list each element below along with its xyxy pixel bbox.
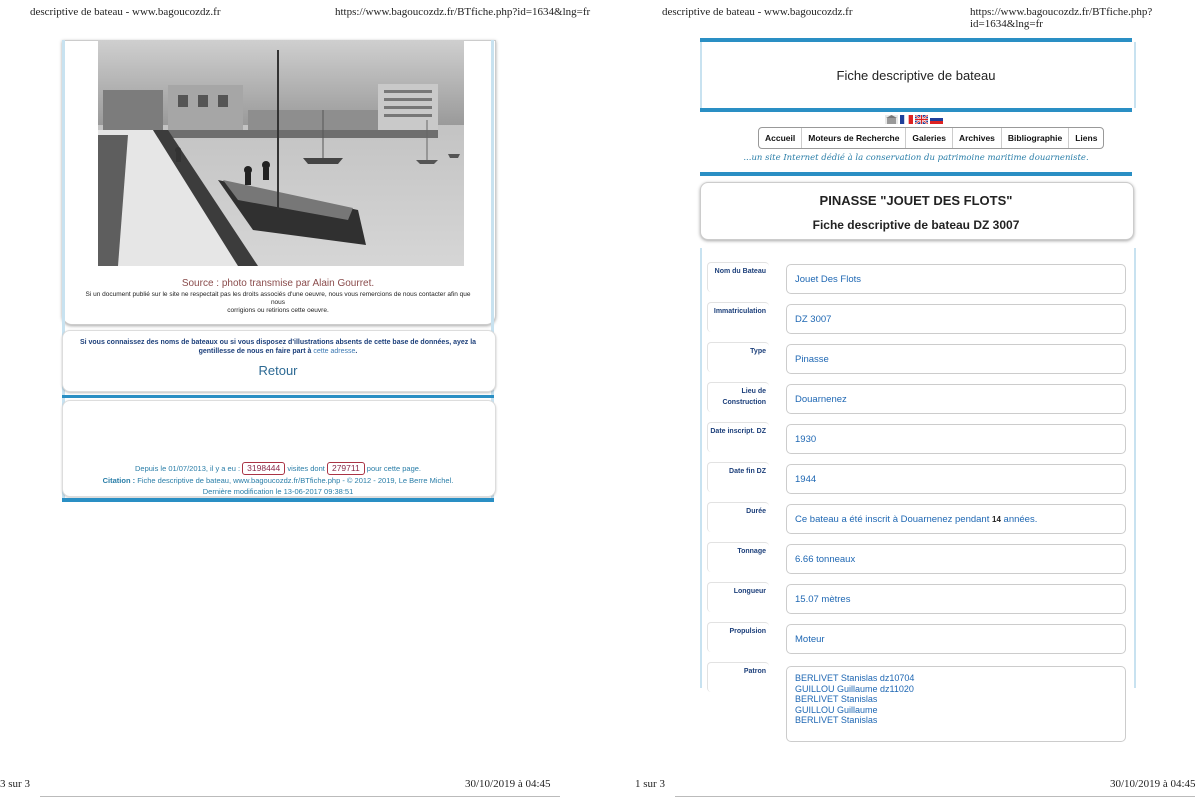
field-label-longueur: Longueur <box>707 582 769 612</box>
nav-galeries[interactable]: Galeries <box>906 128 953 148</box>
visits-prefix: Depuis le 01/07/2013, il y a eu : <box>134 464 241 473</box>
building-icon[interactable] <box>885 115 898 124</box>
total-visits-badge: 3198444 <box>242 462 285 475</box>
field-value-date-inscript: 1930 <box>786 424 1126 454</box>
duree-suffix: années. <box>1003 514 1038 525</box>
visits-suffix: pour cette page. <box>366 464 422 473</box>
field-label-tonnage: Tonnage <box>707 542 769 572</box>
field-label-duree: Durée <box>707 502 769 532</box>
french-flag-icon[interactable] <box>900 115 913 124</box>
field-label-date-inscript: Date inscript. DZ <box>707 422 769 452</box>
nav-accueil[interactable]: Accueil <box>759 128 802 148</box>
citation-text: Fiche descriptive de bateau, www.bagoucozdz.fr/BTfiche.php - © 2012 - 2019, Le Berre Michel. <box>137 476 454 485</box>
visit-counter <box>62 462 494 497</box>
nav-bibliographie[interactable]: Bibliographie <box>1002 128 1069 148</box>
right-header-title: descriptive de bateau - www.bagoucozdz.fr <box>662 6 853 18</box>
field-value-tonnage: 6.66 tonneaux <box>786 544 1126 574</box>
visits-middle: visites dont <box>287 464 325 473</box>
field-value-propulsion: Moteur <box>786 624 1126 654</box>
left-page-bottom-edge <box>40 796 560 797</box>
nav-liens[interactable]: Liens <box>1075 133 1098 143</box>
divider-bar <box>62 395 494 398</box>
left-footer-date: 30/10/2019 à 04:45 <box>465 778 551 790</box>
contribution-request: Si vous connaissez des noms de bateaux ou si vous disposez d'illustrations absents de cette base de données, ayez la gentillesse de nous en faire part à cette adresse. <box>79 339 477 355</box>
right-footer-date: 30/10/2019 à 04:45 <box>1110 778 1196 790</box>
site-title: Fiche descriptive de bateau <box>836 68 996 83</box>
site-tagline: ...un site Internet dédié à la conservation du patrimoine maritime douarneniste. <box>743 153 1089 163</box>
field-value-longueur: 15.07 mètres <box>786 584 1126 614</box>
patron-item: BERLIVET Stanislas <box>795 715 878 725</box>
photo-source-caption: Source : photo transmise par Alain Gourret. <box>181 278 375 289</box>
field-label-date-fin: Date fin DZ <box>707 462 769 492</box>
patron-item: GUILLOU Guillaume dz11020 <box>795 683 914 694</box>
duree-prefix: Ce bateau a été inscrit à Douarnenez pendant <box>795 514 990 525</box>
main-nav <box>758 127 1104 149</box>
retour-link[interactable]: Retour <box>258 363 298 378</box>
boat-name: PINASSE "JOUET DES FLOTS" <box>819 193 1013 208</box>
disclaimer-line-2: corrigions ou retirions cette oeuvre. <box>227 307 329 314</box>
left-header-title: descriptive de bateau - www.bagoucozdz.fr <box>30 6 221 18</box>
field-value-immatriculation: DZ 3007 <box>786 304 1126 334</box>
field-label-lieu: Lieu de Construction <box>707 382 769 412</box>
info-text: Si vous connaissez des noms de bateaux ou si vous disposez d'illustrations absents de cette base de données, ayez la gentillesse de nous en faire part à <box>79 339 477 355</box>
field-label-immatriculation: Immatriculation <box>707 302 769 332</box>
disclaimer-line-1: Si un document publié sur le site ne respectait pas les droits associés d'une oeuvre, nous vous remercions de nous contacter afin que nous <box>85 291 471 306</box>
field-value-date-fin: 1944 <box>786 464 1126 494</box>
patron-item: BERLIVET Stanislas <box>795 694 878 704</box>
field-label-type: Type <box>707 342 769 372</box>
title-divider <box>700 108 1132 112</box>
field-value-duree <box>786 504 1126 534</box>
citation-label: Citation : <box>102 476 136 485</box>
left-footer-page: 3 sur 3 <box>0 778 30 790</box>
copyright-disclaimer <box>82 291 474 315</box>
field-value-type: Pinasse <box>786 344 1126 374</box>
bottom-bar <box>62 498 494 502</box>
last-modified: Dernière modification le 13-06-2017 09:38:51 <box>202 487 354 496</box>
page-visits-badge: 279711 <box>327 462 365 475</box>
field-label-patron: Patron <box>707 662 769 692</box>
left-header-url: https://www.bagoucozdz.fr/BTfiche.php?id=1634&lng=fr <box>335 6 591 18</box>
language-flags <box>885 115 943 125</box>
field-value-patron <box>786 666 1126 742</box>
boat-subtitle: Fiche descriptive de bateau DZ 3007 <box>812 218 1020 232</box>
boat-photo <box>98 40 464 266</box>
duree-years: 14 <box>992 515 1001 524</box>
field-label-nom: Nom du Bateau <box>707 262 769 292</box>
contact-link[interactable]: cette adresse <box>313 348 356 355</box>
header-bottom-bar <box>700 172 1132 176</box>
patron-item: GUILLOU Guillaume <box>795 704 878 715</box>
uk-flag-icon[interactable] <box>915 115 928 124</box>
right-header-url: https://www.bagoucozdz.fr/BTfiche.php?id=1634&lng=fr <box>970 6 1153 30</box>
field-value-lieu: Douarnenez <box>786 384 1126 414</box>
field-value-nom: Jouet Des Flots <box>786 264 1126 294</box>
patron-item: BERLIVET Stanislas dz10704 <box>795 673 915 683</box>
field-label-propulsion: Propulsion <box>707 622 769 652</box>
nav-moteurs-de-recherche[interactable]: Moteurs de Recherche <box>802 128 906 148</box>
nav-archives[interactable]: Archives <box>953 128 1002 148</box>
russian-flag-icon[interactable] <box>930 115 943 124</box>
right-page-bottom-edge <box>675 796 1195 797</box>
right-footer-page: 1 sur 3 <box>635 778 665 790</box>
